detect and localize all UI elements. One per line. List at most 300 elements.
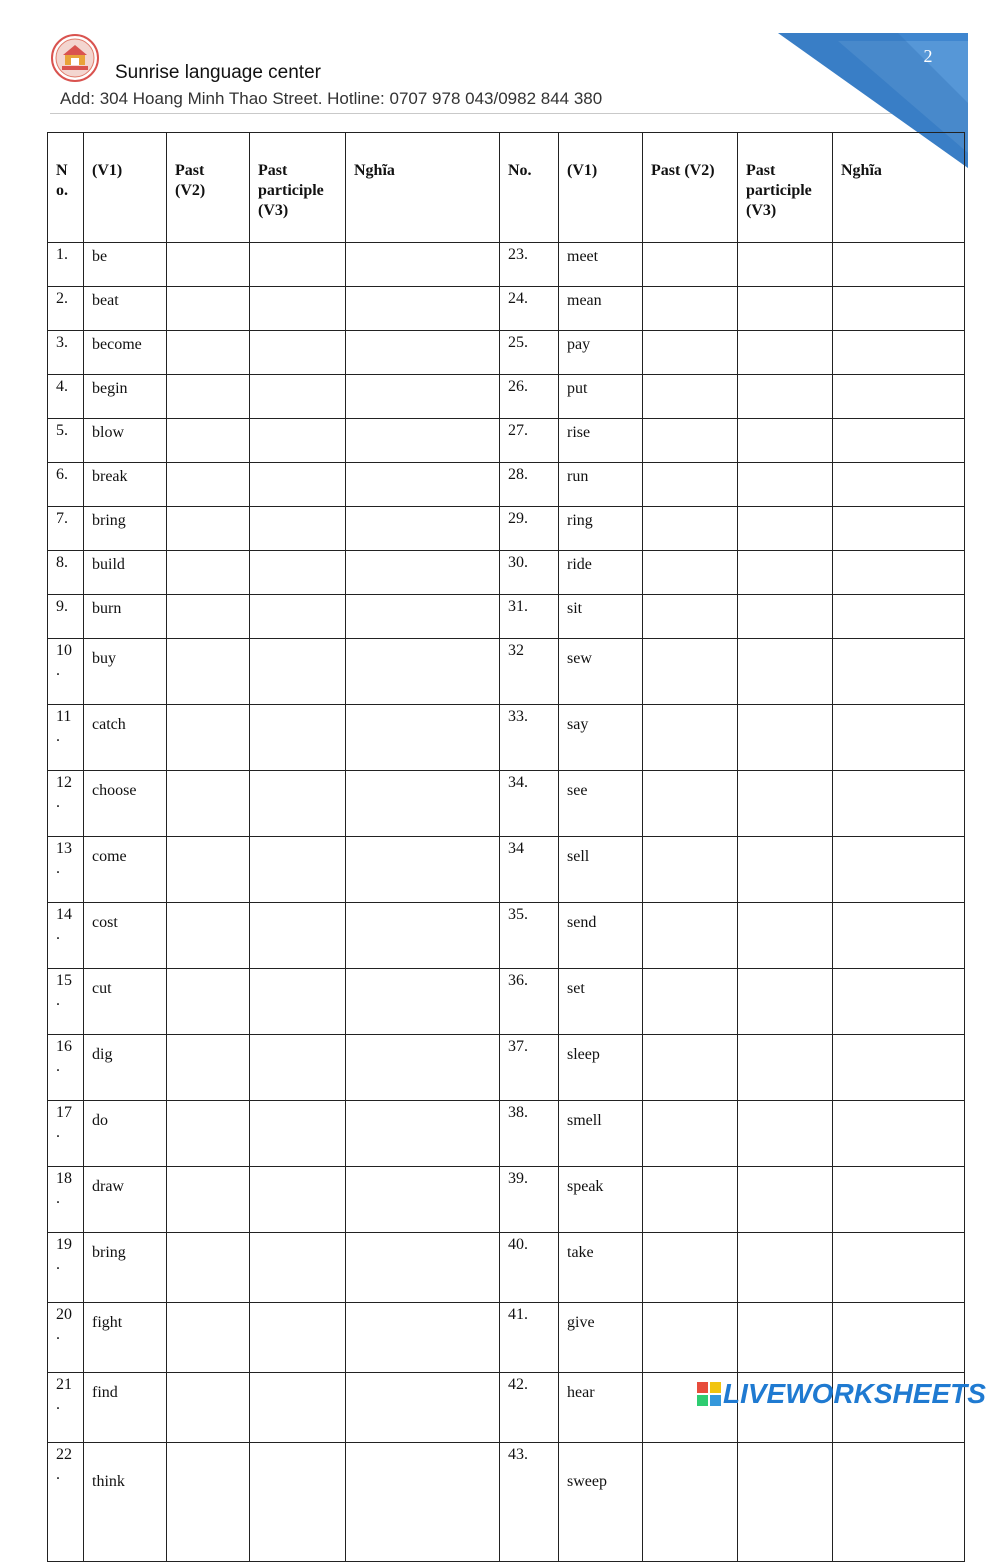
page-number: 2	[923, 46, 933, 66]
past-participle-v3-answer-right[interactable]	[738, 375, 833, 419]
verb-base-left-text: come	[92, 848, 127, 865]
meaning-answer-left[interactable]	[346, 1303, 500, 1373]
verb-number-right-text: 38.	[508, 1104, 528, 1121]
past-v2-answer-left[interactable]	[167, 331, 250, 375]
past-v2-answer-left[interactable]	[167, 595, 250, 639]
meaning-answer-right[interactable]	[833, 1303, 965, 1373]
verb-base-right	[559, 331, 643, 375]
verb-base-right-text: rise	[567, 424, 591, 441]
verb-number-right-text: 41.	[508, 1306, 528, 1323]
verb-number-right-text: 34	[508, 840, 524, 857]
header-v1-left: (V1)	[84, 133, 167, 243]
verb-base-left-text: choose	[92, 782, 137, 799]
past-participle-v3-answer-left[interactable]	[250, 507, 346, 551]
verb-number-right-text: 31.	[508, 598, 528, 615]
past-participle-v3-answer-left[interactable]	[250, 595, 346, 639]
meaning-answer-left[interactable]	[346, 375, 500, 419]
meaning-answer-right[interactable]	[833, 375, 965, 419]
verb-number-right	[500, 331, 559, 375]
past-participle-v3-answer-right[interactable]	[738, 595, 833, 639]
past-participle-v3-answer-right[interactable]	[738, 331, 833, 375]
verb-base-right	[559, 1373, 643, 1443]
verb-base-left	[84, 1035, 167, 1101]
verb-number-left-text: 18 .	[56, 1170, 72, 1207]
past-v2-answer-left[interactable]	[167, 375, 250, 419]
verb-number-right	[500, 1035, 559, 1101]
past-v2-answer-left[interactable]	[167, 419, 250, 463]
meaning-answer-left[interactable]	[346, 1101, 500, 1167]
past-v2-answer-left[interactable]	[167, 1167, 250, 1233]
verb-number-left	[48, 419, 84, 463]
past-participle-v3-answer-right[interactable]	[738, 419, 833, 463]
verb-number-left	[48, 837, 84, 903]
table-row	[48, 903, 965, 969]
past-v2-answer-left[interactable]	[167, 1233, 250, 1303]
verb-number-left	[48, 705, 84, 771]
meaning-answer-left[interactable]	[346, 1233, 500, 1303]
table-row	[48, 1443, 965, 1562]
past-participle-v3-answer-right[interactable]	[738, 639, 833, 705]
verb-base-left-text: break	[92, 468, 128, 485]
verb-base-left-text: think	[92, 1473, 125, 1490]
past-v2-answer-right[interactable]	[643, 1443, 738, 1562]
verb-number-right	[500, 463, 559, 507]
verb-number-left-text: 13 .	[56, 840, 72, 877]
verb-base-left-text: build	[92, 556, 125, 573]
past-participle-v3-answer-left[interactable]	[250, 375, 346, 419]
past-participle-v3-answer-right[interactable]	[738, 771, 833, 837]
verb-number-left	[48, 375, 84, 419]
verb-number-right-text: 40.	[508, 1236, 528, 1253]
past-v2-answer-left[interactable]	[167, 1373, 250, 1443]
table-row	[48, 1035, 965, 1101]
meaning-answer-left[interactable]	[346, 331, 500, 375]
past-v2-answer-right[interactable]	[643, 1167, 738, 1233]
center-address: Add: 304 Hoang Minh Thao Street. Hotline: 0707 978 043/0982 844 380	[60, 89, 603, 108]
verb-base-left	[84, 837, 167, 903]
verb-base-right-text: sweep	[567, 1473, 607, 1490]
past-participle-v3-answer-right[interactable]	[738, 969, 833, 1035]
meaning-answer-right[interactable]	[833, 287, 965, 331]
verb-base-right	[559, 287, 643, 331]
past-participle-v3-answer-left[interactable]	[250, 1233, 346, 1303]
past-participle-v3-answer-left[interactable]	[250, 903, 346, 969]
verb-base-left	[84, 771, 167, 837]
past-v2-answer-right[interactable]	[643, 331, 738, 375]
verb-number-left	[48, 1101, 84, 1167]
verb-number-right	[500, 243, 559, 287]
verb-base-left-text: be	[92, 248, 108, 265]
verb-base-right	[559, 551, 643, 595]
past-v2-answer-right[interactable]	[643, 639, 738, 705]
table-row	[48, 837, 965, 903]
past-v2-answer-right[interactable]	[643, 903, 738, 969]
verb-number-right-text: 29.	[508, 510, 528, 527]
meaning-answer-right[interactable]	[833, 463, 965, 507]
meaning-answer-left[interactable]	[346, 705, 500, 771]
past-participle-v3-answer-left[interactable]	[250, 1373, 346, 1443]
past-participle-v3-answer-left[interactable]	[250, 551, 346, 595]
verb-number-right	[500, 837, 559, 903]
past-v2-answer-left[interactable]	[167, 1303, 250, 1373]
verb-base-left-text: find	[92, 1384, 118, 1401]
verb-base-right	[559, 1303, 643, 1373]
past-v2-answer-right[interactable]	[643, 705, 738, 771]
verb-base-left	[84, 1101, 167, 1167]
header-v2-left: Past (V2)	[167, 133, 250, 243]
verb-base-left	[84, 639, 167, 705]
past-v2-answer-left[interactable]	[167, 969, 250, 1035]
meaning-answer-left[interactable]	[346, 1373, 500, 1443]
meaning-answer-left[interactable]	[346, 903, 500, 969]
past-participle-v3-answer-left[interactable]	[250, 243, 346, 287]
past-v2-answer-left[interactable]	[167, 243, 250, 287]
past-v2-answer-left[interactable]	[167, 1101, 250, 1167]
verb-number-left	[48, 1303, 84, 1373]
verb-number-left	[48, 1233, 84, 1303]
verb-base-left	[84, 375, 167, 419]
past-v2-answer-right[interactable]	[643, 463, 738, 507]
past-v2-answer-left[interactable]	[167, 705, 250, 771]
verb-base-left	[84, 419, 167, 463]
header-v1-right: (V1)	[559, 133, 643, 243]
past-participle-v3-answer-left[interactable]	[250, 1167, 346, 1233]
past-v2-answer-right[interactable]	[643, 1303, 738, 1373]
meaning-answer-right[interactable]	[833, 1035, 965, 1101]
past-participle-v3-answer-left[interactable]	[250, 969, 346, 1035]
table-row	[48, 331, 965, 375]
meaning-answer-left[interactable]	[346, 771, 500, 837]
past-participle-v3-answer-left[interactable]	[250, 463, 346, 507]
verb-number-right-text: 34.	[508, 774, 528, 791]
meaning-answer-left[interactable]	[346, 243, 500, 287]
past-participle-v3-answer-left[interactable]	[250, 771, 346, 837]
verb-number-right-text: 32	[508, 642, 524, 659]
verb-base-right	[559, 837, 643, 903]
verb-base-left-text: become	[92, 336, 142, 353]
verb-base-right	[559, 1443, 643, 1562]
past-v2-answer-left[interactable]	[167, 507, 250, 551]
past-v2-answer-right[interactable]	[643, 243, 738, 287]
verb-base-right	[559, 595, 643, 639]
past-participle-v3-answer-left[interactable]	[250, 1443, 346, 1562]
past-v2-answer-left[interactable]	[167, 771, 250, 837]
meaning-answer-left[interactable]	[346, 1167, 500, 1233]
verb-number-left-text: 14 .	[56, 906, 72, 943]
verb-number-right-text: 28.	[508, 466, 528, 483]
past-participle-v3-answer-left[interactable]	[250, 639, 346, 705]
past-v2-answer-right[interactable]	[643, 1035, 738, 1101]
past-v2-answer-right[interactable]	[643, 837, 738, 903]
meaning-answer-left[interactable]	[346, 639, 500, 705]
past-participle-v3-answer-right[interactable]	[738, 1101, 833, 1167]
verb-number-right-text: 25.	[508, 334, 528, 351]
verb-number-left-text: 1.	[56, 246, 68, 263]
verb-number-left-text: 12 .	[56, 774, 72, 811]
verb-base-right-text: pay	[567, 336, 591, 353]
verb-base-right-text: smell	[567, 1112, 602, 1129]
table-row	[48, 595, 965, 639]
verb-base-right	[559, 771, 643, 837]
meaning-answer-right[interactable]	[833, 1233, 965, 1303]
past-participle-v3-answer-left[interactable]	[250, 331, 346, 375]
past-participle-v3-answer-left[interactable]	[250, 287, 346, 331]
verb-base-right-text: sew	[567, 650, 592, 667]
past-participle-v3-answer-right[interactable]	[738, 1303, 833, 1373]
past-participle-v3-answer-right[interactable]	[738, 1035, 833, 1101]
table-row	[48, 1167, 965, 1233]
past-participle-v3-answer-left[interactable]	[250, 1101, 346, 1167]
meaning-answer-left[interactable]	[346, 1035, 500, 1101]
verb-number-right-text: 43.	[508, 1446, 528, 1463]
meaning-answer-right[interactable]	[833, 771, 965, 837]
meaning-answer-left[interactable]	[346, 507, 500, 551]
past-participle-v3-answer-left[interactable]	[250, 1035, 346, 1101]
verb-number-right	[500, 419, 559, 463]
verb-base-right-text: take	[567, 1244, 594, 1261]
meaning-answer-right[interactable]	[833, 837, 965, 903]
past-participle-v3-answer-left[interactable]	[250, 705, 346, 771]
verb-base-left	[84, 969, 167, 1035]
verb-number-left-text: 4.	[56, 378, 68, 395]
verb-number-left	[48, 463, 84, 507]
table-row	[48, 969, 965, 1035]
verb-base-left-text: cost	[92, 914, 118, 931]
verb-base-left	[84, 1233, 167, 1303]
irregular-verbs-table	[47, 132, 965, 1562]
header-no-left: N o.	[48, 133, 84, 243]
meaning-answer-right[interactable]	[833, 705, 965, 771]
verb-base-right-text: ring	[567, 512, 593, 529]
verb-base-right-text: mean	[567, 292, 602, 309]
past-participle-v3-answer-right[interactable]	[738, 551, 833, 595]
verb-number-left	[48, 331, 84, 375]
meaning-answer-left[interactable]	[346, 419, 500, 463]
verb-number-left	[48, 903, 84, 969]
meaning-answer-right[interactable]	[833, 903, 965, 969]
verb-base-left-text: draw	[92, 1178, 124, 1195]
meaning-answer-left[interactable]	[346, 287, 500, 331]
header-no-right: No.	[500, 133, 559, 243]
liveworksheets-brand	[697, 1378, 986, 1410]
table-row	[48, 1233, 965, 1303]
verb-number-left	[48, 1035, 84, 1101]
verb-base-left	[84, 243, 167, 287]
verb-base-right-text: sit	[567, 600, 583, 617]
verb-base-left-text: fight	[92, 1314, 123, 1331]
meaning-answer-right[interactable]	[833, 243, 965, 287]
verb-number-left	[48, 639, 84, 705]
verb-base-right	[559, 419, 643, 463]
header-v3-left: Past participle (V3)	[250, 133, 346, 243]
verb-number-left-text: 16 .	[56, 1038, 72, 1075]
meaning-answer-left[interactable]	[346, 969, 500, 1035]
verb-number-left-text: 7.	[56, 510, 68, 527]
past-v2-answer-right[interactable]	[643, 551, 738, 595]
verb-base-right-text: set	[567, 980, 585, 997]
past-v2-answer-left[interactable]	[167, 1443, 250, 1562]
verb-number-left-text: 19 .	[56, 1236, 72, 1273]
past-v2-answer-right[interactable]	[643, 287, 738, 331]
verb-number-right	[500, 1167, 559, 1233]
verb-base-right	[559, 1233, 643, 1303]
past-v2-answer-left[interactable]	[167, 1035, 250, 1101]
past-participle-v3-answer-left[interactable]	[250, 837, 346, 903]
past-participle-v3-answer-left[interactable]	[250, 419, 346, 463]
meaning-answer-left[interactable]	[346, 463, 500, 507]
table-row	[48, 771, 965, 837]
verb-number-left	[48, 771, 84, 837]
meaning-answer-right[interactable]	[833, 1443, 965, 1562]
liveworksheets-logo-icon	[697, 1382, 721, 1406]
meaning-answer-right[interactable]	[833, 419, 965, 463]
center-name: Sunrise language center	[115, 62, 321, 83]
verb-base-left-text: buy	[92, 650, 116, 667]
past-participle-v3-answer-right[interactable]	[738, 903, 833, 969]
header-meaning-right: Nghĩa	[833, 133, 965, 243]
verb-base-left	[84, 287, 167, 331]
meaning-answer-left[interactable]	[346, 551, 500, 595]
meaning-answer-right[interactable]	[833, 639, 965, 705]
past-v2-answer-left[interactable]	[167, 551, 250, 595]
verb-base-left-text: beat	[92, 292, 119, 309]
table-row	[48, 507, 965, 551]
verb-base-left	[84, 463, 167, 507]
verb-number-right-text: 33.	[508, 708, 528, 725]
verb-base-right	[559, 1101, 643, 1167]
verb-number-left	[48, 595, 84, 639]
verb-number-left-text: 2.	[56, 290, 68, 307]
verb-number-left	[48, 243, 84, 287]
verb-base-left	[84, 507, 167, 551]
meaning-answer-left[interactable]	[346, 595, 500, 639]
table-row	[48, 243, 965, 287]
verb-base-right-text: say	[567, 716, 589, 733]
meaning-answer-left[interactable]	[346, 837, 500, 903]
meaning-answer-right[interactable]	[833, 595, 965, 639]
verb-number-right	[500, 639, 559, 705]
verb-base-left	[84, 1443, 167, 1562]
verb-number-right-text: 24.	[508, 290, 528, 307]
meaning-answer-right[interactable]	[833, 1167, 965, 1233]
verb-base-right-text: sleep	[567, 1046, 600, 1063]
verb-base-left	[84, 903, 167, 969]
verb-number-left-text: 3.	[56, 334, 68, 351]
past-v2-answer-left[interactable]	[167, 287, 250, 331]
past-v2-answer-right[interactable]	[643, 771, 738, 837]
verb-base-right-text: ride	[567, 556, 592, 573]
verb-base-left-text: dig	[92, 1046, 113, 1063]
verb-number-left	[48, 1373, 84, 1443]
table-row	[48, 1101, 965, 1167]
verb-number-right-text: 35.	[508, 906, 528, 923]
past-participle-v3-answer-right[interactable]	[738, 837, 833, 903]
verb-base-left-text: catch	[92, 716, 126, 733]
past-v2-answer-left[interactable]	[167, 903, 250, 969]
past-participle-v3-answer-right[interactable]	[738, 463, 833, 507]
verb-number-right-text: 36.	[508, 972, 528, 989]
verb-number-right	[500, 903, 559, 969]
verb-number-left-text: 10 .	[56, 642, 72, 679]
past-participle-v3-answer-right[interactable]	[738, 1167, 833, 1233]
table-row	[48, 463, 965, 507]
verb-number-left-text: 9.	[56, 598, 68, 615]
verb-number-right-text: 30.	[508, 554, 528, 571]
verb-base-right-text: run	[567, 468, 589, 485]
past-participle-v3-answer-right[interactable]	[738, 705, 833, 771]
verb-base-left-text: bring	[92, 512, 126, 529]
verb-number-right-text: 26.	[508, 378, 528, 395]
meaning-answer-right[interactable]	[833, 331, 965, 375]
past-v2-answer-right[interactable]	[643, 419, 738, 463]
table-row	[48, 705, 965, 771]
table-row	[48, 639, 965, 705]
past-v2-answer-right[interactable]	[643, 375, 738, 419]
verb-number-right-text: 42.	[508, 1376, 528, 1393]
verb-number-right	[500, 1303, 559, 1373]
past-participle-v3-answer-right[interactable]	[738, 507, 833, 551]
verb-base-left	[84, 1303, 167, 1373]
past-v2-answer-right[interactable]	[643, 507, 738, 551]
verb-base-right-text: sell	[567, 848, 590, 865]
verb-number-right	[500, 287, 559, 331]
sunrise-logo-icon	[50, 33, 100, 83]
verb-base-right	[559, 639, 643, 705]
verb-base-left	[84, 331, 167, 375]
verb-number-left-text: 5.	[56, 422, 68, 439]
verb-base-right	[559, 1167, 643, 1233]
past-v2-answer-left[interactable]	[167, 463, 250, 507]
verb-base-right-text: send	[567, 914, 597, 931]
verb-base-left	[84, 551, 167, 595]
verb-number-left	[48, 969, 84, 1035]
past-participle-v3-answer-left[interactable]	[250, 1303, 346, 1373]
meaning-answer-right[interactable]	[833, 969, 965, 1035]
brand-text: LIVEWORKSHEETS	[723, 1378, 986, 1409]
past-v2-answer-right[interactable]	[643, 969, 738, 1035]
table-row	[48, 287, 965, 331]
verb-number-right-text: 37.	[508, 1038, 528, 1055]
table-row	[48, 551, 965, 595]
meaning-answer-right[interactable]	[833, 551, 965, 595]
meaning-answer-left[interactable]	[346, 1443, 500, 1562]
verb-number-right	[500, 375, 559, 419]
past-participle-v3-answer-right[interactable]	[738, 1233, 833, 1303]
table-row	[48, 1303, 965, 1373]
past-participle-v3-answer-right[interactable]	[738, 1443, 833, 1562]
meaning-answer-right[interactable]	[833, 1101, 965, 1167]
verb-base-right	[559, 1035, 643, 1101]
verb-base-left-text: blow	[92, 424, 124, 441]
past-v2-answer-right[interactable]	[643, 1101, 738, 1167]
verb-number-left	[48, 507, 84, 551]
past-v2-answer-left[interactable]	[167, 837, 250, 903]
meaning-answer-right[interactable]	[833, 507, 965, 551]
verb-base-left-text: bring	[92, 1244, 126, 1261]
verb-number-left-text: 17 .	[56, 1104, 72, 1141]
verb-base-left-text: do	[92, 1112, 108, 1129]
verb-base-left	[84, 1373, 167, 1443]
past-participle-v3-answer-right[interactable]	[738, 243, 833, 287]
verb-number-left-text: 11 .	[56, 708, 72, 745]
past-v2-answer-left[interactable]	[167, 639, 250, 705]
past-v2-answer-right[interactable]	[643, 1233, 738, 1303]
verb-base-left	[84, 595, 167, 639]
past-v2-answer-right[interactable]	[643, 595, 738, 639]
past-participle-v3-answer-right[interactable]	[738, 287, 833, 331]
verb-base-right	[559, 507, 643, 551]
verb-base-right	[559, 375, 643, 419]
